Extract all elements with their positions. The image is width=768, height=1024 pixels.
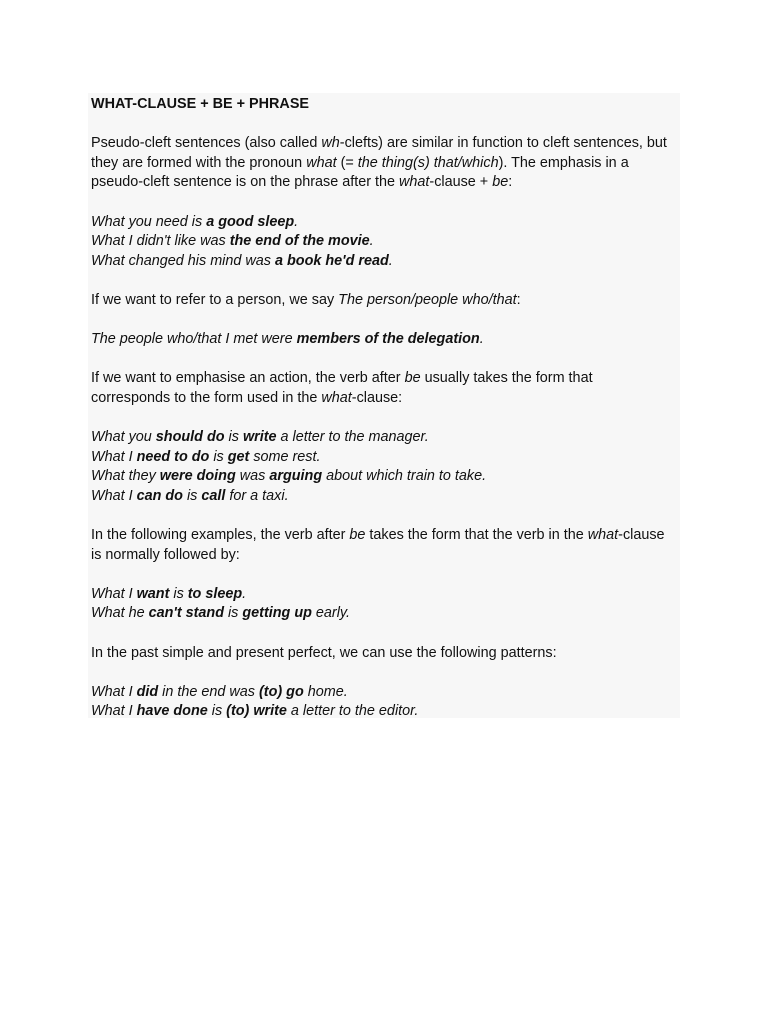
example-sentence: [91, 213, 675, 233]
text-run: What changed his mind was: [91, 252, 275, 269]
text-run: what: [321, 389, 352, 406]
action-paragraph: [91, 369, 675, 408]
text-run: was: [235, 468, 270, 485]
following-paragraph: [91, 526, 675, 565]
emphasis-run: have done: [136, 703, 208, 720]
text-run: early.: [311, 605, 351, 622]
example-sentence: [91, 252, 675, 272]
text-run: is: [182, 487, 202, 504]
past-paragraph: In the past simple and present perfect, we can use the following patterns:: [91, 644, 557, 661]
text-run: What I: [91, 703, 137, 720]
text-run: ). The emphasis in a pseudo-cleft sentence is on the phrase after the: [91, 154, 629, 191]
text-run: about which train to take.: [322, 468, 487, 485]
emphasis-run: getting up: [242, 605, 312, 622]
text-run: The people who/that I met were: [91, 331, 297, 348]
text-run: :: [516, 291, 521, 308]
text-run: is: [207, 703, 227, 720]
text-run: What I: [91, 487, 137, 504]
text-run: In the following examples, the verb after: [91, 527, 350, 544]
text-run: :: [508, 174, 513, 191]
emphasis-run: to sleep: [187, 585, 243, 602]
text-run: usually takes the form that corresponds to the form used in the: [91, 370, 593, 406]
document-body: [91, 95, 675, 722]
text-run: If we want to emphasise an action, the verb after: [91, 370, 405, 387]
page-title: WHAT-CLAUSE + BE + PHRASE: [91, 96, 310, 112]
emphasis-run: want: [136, 585, 170, 602]
example-sentence: [91, 467, 675, 487]
example-sentence: [91, 604, 675, 624]
text-run: -clause:: [351, 389, 403, 406]
example-sentence: [91, 232, 675, 252]
text-run: What I: [91, 448, 137, 465]
example-sentence: [91, 428, 675, 448]
text-run: .: [369, 233, 374, 250]
text-run: what: [306, 154, 337, 171]
text-run: What I: [91, 585, 137, 602]
text-run: is: [169, 585, 188, 602]
text-run: some rest.: [249, 448, 321, 465]
text-run: takes the form that the verb in the: [365, 527, 588, 544]
example-sentence: [91, 702, 675, 722]
text-run: is: [209, 448, 228, 465]
text-run: What I didn't like was: [91, 233, 230, 250]
text-run: wh: [321, 135, 340, 152]
text-run: What you: [91, 429, 156, 446]
text-run: a letter to the manager.: [276, 429, 429, 446]
text-run: -clause +: [429, 174, 493, 191]
text-run: be: [404, 370, 421, 387]
emphasis-run: write: [242, 429, 277, 446]
text-run: is: [224, 429, 243, 446]
emphasis-run: need to do: [136, 448, 210, 465]
text-run: The person/people who/that: [338, 291, 517, 308]
emphasis-run: were doing: [159, 468, 236, 485]
example-sentence: [91, 683, 675, 703]
emphasis-run: can do: [136, 487, 183, 504]
text-run: .: [388, 252, 393, 269]
text-run: for a taxi.: [225, 487, 289, 504]
text-run: be: [349, 527, 366, 544]
text-run: the thing(s) that/which: [357, 154, 499, 171]
example-sentence: [91, 487, 675, 507]
emphasis-run: call: [201, 487, 226, 504]
emphasis-run: members of the delegation: [296, 331, 480, 348]
emphasis-run: should do: [155, 429, 225, 446]
emphasis-run: get: [227, 448, 250, 465]
text-run: be: [492, 174, 509, 191]
emphasis-run: did: [136, 683, 159, 700]
person-paragraph: [91, 291, 675, 311]
emphasis-run: (to) write: [226, 703, 287, 720]
text-run: a letter to the editor.: [286, 703, 419, 720]
example-sentence: [91, 448, 675, 468]
emphasis-run: (to) go: [259, 683, 304, 700]
emphasis-run: a good sleep: [206, 213, 295, 230]
text-run: in the end was: [158, 683, 259, 700]
text-run: (=: [336, 154, 358, 171]
emphasis-run: a book he'd read: [274, 252, 389, 269]
text-run: is: [223, 605, 243, 622]
text-run: What you need is: [91, 213, 207, 230]
text-run: What they: [91, 468, 160, 485]
text-run: -clefts) are similar in function to cleft sentences, but they are formed with the pronoun: [91, 135, 667, 171]
text-run: What he: [91, 605, 149, 622]
example-sentence: [91, 585, 675, 605]
text-run: Pseudo-cleft sentences (also called: [91, 135, 322, 152]
text-run: If we want to refer to a person, we say: [91, 291, 339, 308]
emphasis-run: can't stand: [148, 605, 224, 622]
emphasis-run: arguing: [269, 468, 323, 485]
emphasis-run: the end of the movie: [229, 233, 370, 250]
text-run: What I: [91, 683, 137, 700]
text-run: what: [399, 174, 430, 191]
text-run: -clause is normally followed by:: [91, 527, 665, 563]
text-run: .: [294, 213, 299, 230]
text-run: what: [587, 527, 619, 544]
text-run: home.: [303, 683, 348, 700]
text-run: .: [242, 585, 247, 602]
intro-paragraph: [91, 134, 675, 193]
example-sentence: [91, 330, 675, 350]
text-run: .: [479, 331, 484, 348]
